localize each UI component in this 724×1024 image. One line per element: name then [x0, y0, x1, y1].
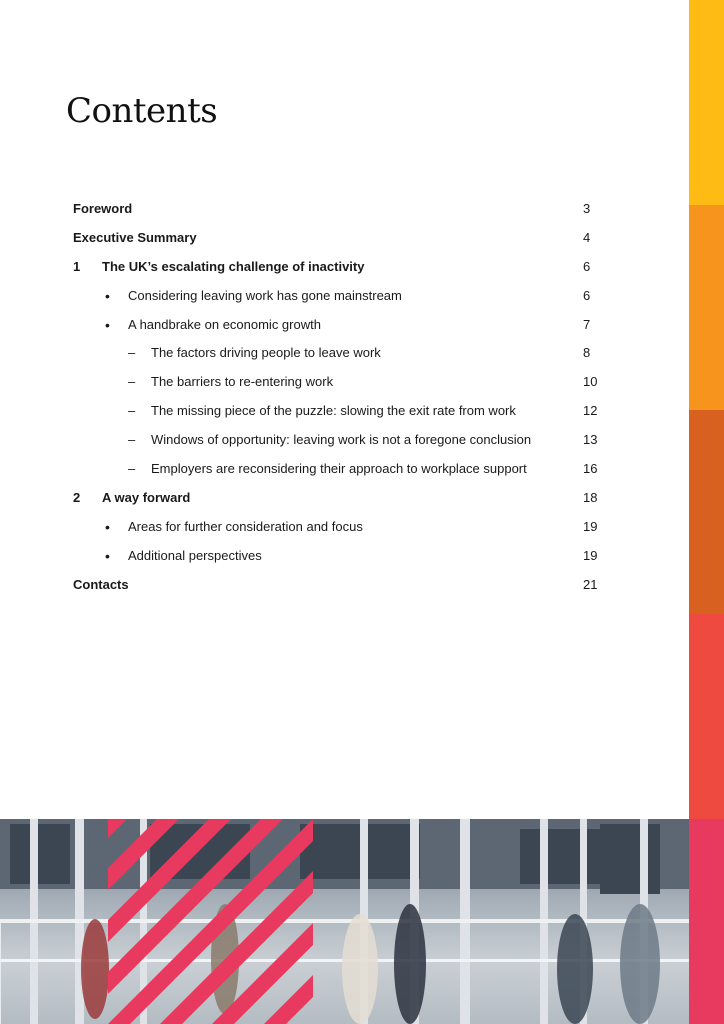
toc-entry[interactable] — [73, 368, 603, 397]
toc-entry[interactable] — [73, 484, 603, 513]
bullet-icon: • — [105, 518, 110, 535]
toc-entry-label: The factors driving people to leave work — [151, 345, 381, 361]
page-title: Contents — [66, 90, 218, 131]
toc-page-number: 6 — [583, 258, 591, 274]
office-photo — [0, 819, 689, 1024]
toc-entry[interactable] — [73, 195, 603, 224]
toc-entry[interactable] — [73, 282, 603, 311]
toc-entry[interactable] — [73, 455, 603, 484]
bullet-icon: • — [105, 287, 110, 304]
side-bar-segment — [689, 410, 724, 615]
toc-entry-label: The UK’s escalating challenge of inactivity — [102, 258, 365, 274]
dash-icon: – — [128, 403, 136, 419]
side-bar-segment — [689, 205, 724, 410]
table-of-contents — [73, 195, 603, 599]
toc-entry[interactable] — [73, 426, 603, 455]
toc-page-number: 19 — [583, 518, 598, 534]
dash-icon: – — [128, 374, 136, 390]
toc-entry-label: Additional perspectives — [128, 547, 262, 563]
toc-page-number: 19 — [583, 547, 598, 563]
office-photo-illustration — [0, 819, 689, 1024]
toc-page-number: 12 — [583, 403, 598, 419]
dash-icon: – — [128, 461, 136, 477]
dash-icon: – — [128, 345, 136, 361]
toc-entry-label: Considering leaving work has gone mainstream — [128, 287, 402, 303]
toc-entry[interactable] — [73, 253, 603, 282]
toc-entry-label: Employers are reconsidering their approach to workplace support — [151, 461, 527, 477]
color-side-bar — [689, 0, 724, 1024]
toc-entry[interactable] — [73, 571, 603, 600]
bullet-icon: • — [105, 316, 110, 333]
toc-entry-label: Foreword — [73, 201, 133, 216]
toc-page-number: 3 — [583, 201, 591, 216]
toc-page-number: 13 — [583, 432, 598, 448]
toc-entry-label: Contacts — [73, 576, 129, 592]
toc-entry[interactable] — [73, 542, 603, 571]
toc-page-number: 6 — [583, 287, 591, 303]
toc-section-number: 2 — [73, 489, 81, 505]
toc-entry-label: The missing piece of the puzzle: slowing the exit rate from work — [151, 403, 516, 419]
toc-entry-label: Areas for further consideration and focus — [128, 518, 363, 534]
toc-entry[interactable] — [73, 339, 603, 368]
toc-entry[interactable] — [73, 311, 603, 340]
toc-page-number: 21 — [583, 576, 598, 592]
toc-page-number: 16 — [583, 461, 598, 477]
toc-entry-label: Windows of opportunity: leaving work is not a foregone conclusion — [151, 432, 532, 448]
toc-entry-label: The barriers to re-entering work — [151, 374, 334, 390]
side-bar-segment — [689, 0, 724, 205]
toc-entry[interactable] — [73, 397, 603, 426]
dash-icon: – — [128, 432, 136, 448]
toc-page-number: 7 — [583, 316, 591, 332]
toc-page-number: 4 — [583, 229, 591, 245]
bullet-icon: • — [105, 547, 110, 564]
toc-page-number: 10 — [583, 374, 598, 390]
toc-entry-label: A handbrake on economic growth — [128, 316, 321, 332]
toc-entry-label: A way forward — [102, 489, 191, 505]
side-bar-segment — [689, 819, 724, 1024]
toc-entry[interactable] — [73, 224, 603, 253]
toc-entry[interactable] — [73, 513, 603, 542]
side-bar-segment — [689, 614, 724, 819]
toc-section-number: 1 — [73, 258, 81, 274]
toc-entry-label: Executive Summary — [73, 229, 197, 245]
toc-page-number: 18 — [583, 489, 598, 505]
toc-page-number: 8 — [583, 345, 591, 361]
